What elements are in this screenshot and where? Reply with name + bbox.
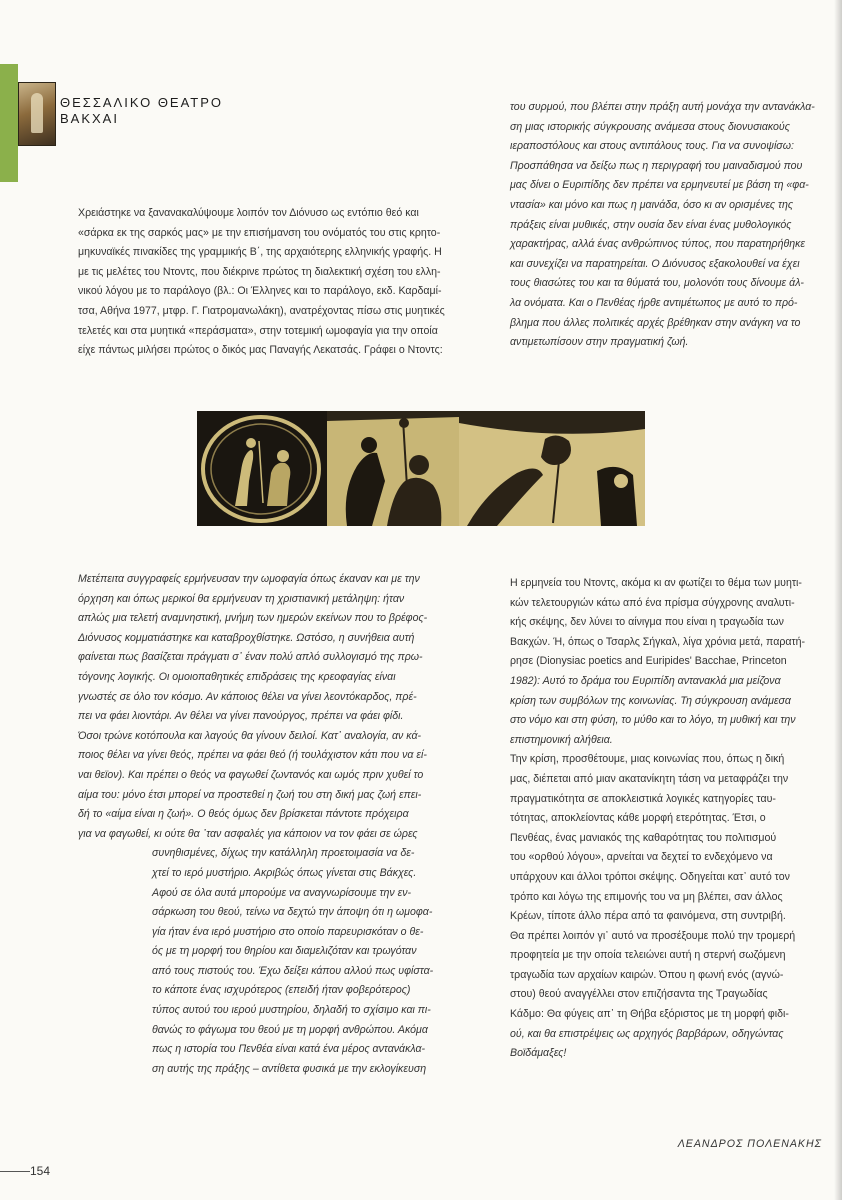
text-line: λα ονόματα. Και ο Πενθέας ήρθε αντιμέτωπος με αυτό το πρό-: [510, 296, 798, 309]
text-line: το κάποτε ένας ισχυρότερος (επειδή ήταν φοβερότερος): [152, 984, 411, 997]
page-number: 154: [30, 1164, 51, 1178]
text-line: τρόπο και λόγω της επιμονής του να μη βλέπει, σαν άλλος: [510, 890, 783, 903]
text-line: δή το «αίμα είναι η ζωή». Ο θεός όμως δεν βρίσκεται πάντοτε πρόχειρα: [78, 808, 409, 821]
text-line: ναι θεϊον). Και πρέπει ο θεός να φαγωθεί ζωντανός και ωμός πριν χυθεί το: [78, 768, 424, 781]
header-subtitle: ΒΑΚΧΑΙ: [60, 111, 119, 126]
text-line: σάρκωση του θεού, τείνω να δεχτώ την άποψη ότι η ωμοφα-: [152, 906, 433, 919]
text-line: Βακχών. Ή, όπως ο Τσαρλς Σήγκαλ, λίγα χρόνια μετά, παρατή-: [510, 635, 806, 648]
text-line: του συρμού, που βλέπει στην πράξη αυτή μονάχα την αντανάκλα-: [510, 101, 815, 113]
text-line: ός με τη μορφή του θηρίου και διαμελιζόταν και τρωγόταν: [152, 945, 417, 958]
left-top-column: [78, 204, 454, 361]
text-line: φαίνεται πως βασίζεται πράγματι σ᾽ έναν πολύ απλό συλλογισμό της πρω-: [78, 651, 423, 664]
text-line: ση αυτής της πράξης – αντίθετα φυσικά με την εκλογίκευση: [152, 1062, 427, 1075]
text-line: με τις μελέτες του Ντοντς, που διέκρινε πρώτος τη διαλεκτική σχέση του ελλη-: [78, 265, 441, 278]
text-line: Προσπάθησα να δείξω πως η περιγραφή του μαιναδισμού που: [510, 159, 803, 172]
text-line: γία ήταν ένα ιερό μυστήριο στο οποίο παρευρισκόταν ο θε-: [152, 925, 424, 938]
text-line: ού, και θα επιστρέψεις ως αρχηγός βαρβάρων, οδηγώντας: [510, 1027, 784, 1040]
text-line: μηκυναϊκές πινακίδες της γραμμικής Β΄, της αρχαιότερης ελληνικής γραφής. Η: [78, 246, 442, 259]
text-line: κής σκέψης, δεν λύνει το αίνιγμα που είναι η τραγωδία των: [510, 616, 784, 629]
text-line: κών τελετουργιών κάτω από ένα πρίσμα σύγχρονης αναλυτι-: [510, 596, 795, 609]
text-line: θανώς το φάγωμα του θεού με τη μορφή ανθρώπου. Ακόμα: [152, 1023, 428, 1036]
text-line: επιστημονική αλήθεια.: [510, 733, 613, 746]
text-line: ση μιας ιστορικής σύγκρουσης ανάμεσα στους διονυσιακούς: [510, 120, 790, 133]
text-line: κρίση των συμβόλων της κοινωνίας. Τη σύγκρουση ανάμεσα: [510, 694, 791, 707]
text-line: πραγματικότητα σε αποκλειστικά λογικές κατηγορίες ταυ-: [510, 792, 776, 805]
text-line: χτεί το ιερό μυστήριο. Ακριβώς όπως γίνεται στις Βάκχες.: [152, 866, 417, 879]
text-line: ιεραποστόλους και στους αντιπάλους τους. Για να συνοψίσω:: [510, 140, 794, 153]
text-line: «σάρκα εκ της σαρκός μας» με την επισήμανση του ονόματός του στις κρητο-: [78, 226, 441, 239]
text-line: γνωστές σε όλο τον κόσμο. Αν κάποιος θέλει να γίνει λεοντόκαρδος, πρέ-: [78, 690, 417, 703]
text-line: συνηθισμένες, δίχως την κατάλληλη προετοιμασία να δε-: [152, 847, 415, 860]
text-line: ντασία» και μόνο και πως η μαινάδα, όσο κι αν ορισμένες της: [510, 198, 793, 211]
text-line: τσα, Αθήνα 1977, μτφρ. Γ. Γιατρομανωλάκη), ανατρέχοντας πίσω στις μυητικές: [78, 304, 445, 317]
text-line: υπάρχουν και άλλοι τρόποι σκέψης. Οδηγείται κατ᾽ αυτό τον: [510, 870, 790, 883]
text-line: Διόνυσος κομματιάστηκε και καταβροχθίστηκε. Ωστόσο, η συνήθεια αυτή: [78, 631, 415, 644]
text-line: Κρέων, τίποτε άλλο πέρα από τα φαινόμενα, στη συντριβή.: [510, 910, 786, 923]
text-line: πράξεις είναι μυθικές, στην ουσία δεν είναι ένας μυθολογικός: [510, 218, 792, 231]
header-title: ΘΕΣΣΑΛΙΚΟ ΘΕΑΤΡΟ: [60, 95, 224, 110]
text-line: Κάδμο: Θα φύγεις απ᾽ τη Θήβα εξόριστος με τη μορφή φιδι-: [510, 1008, 789, 1021]
vase-painting-image: [197, 411, 645, 526]
text-line: αίμα του: μόνο έτσι μπορεί να προστεθεί η ζωή του στη δική μας ζωή επει-: [78, 788, 422, 801]
text-line: τύπος αυτού του ιερού μυστηρίου, δηλαδή το σχίσιμο και πι-: [152, 1004, 431, 1017]
text-line: στο νόμο και στη φύση, το μύθο και το λόγο, τη μυθική και την: [510, 714, 796, 727]
text-line: χαρακτήρας, αλλά ένας ανθρώπινος τύπος, που παρατηρήθηκε: [510, 238, 806, 251]
text-line: προφητεία με την οποία τελειώνει αυτή η στερνή σωζόμενη: [510, 949, 786, 962]
text-line: μας δίνει ο Ευριπίδης δεν πρέπει να ερμηνευτεί με βάση τη «φα-: [510, 179, 809, 192]
text-line: και συνεχίζει να παρατηρείται. Ο Διόνυσος εξακολουθεί να έχει: [510, 257, 800, 270]
vase-painting-illustration: [197, 411, 645, 526]
left-bottom-column: [78, 570, 456, 1079]
text-line: βλημα που άλλες πολιτικές αρχές βρέθηκαν στην ανάγκη να το: [510, 316, 801, 329]
text-line: μας, διέπεται από μιαν ακατανίκητη τάση να μεταφράζει την: [510, 772, 789, 785]
header-thumbnail-image: [18, 82, 56, 146]
text-line: Βοϊδάμαξες!: [510, 1047, 567, 1060]
text-line: από τους πιστούς του. Έχω δείξει κάπου αλλού πως υφίστα-: [152, 964, 434, 977]
text-line: είχε πάντως μιλήσει πρώτος ο δικός μας Παναγής Λεκατσάς. Γράφει ο Ντοντς:: [78, 344, 443, 357]
text-line: τελετές και στα μυητικά «περάσματα», στην τοτεμική ωμοφαγία για την οποία: [78, 324, 438, 337]
page-gutter-shadow: [834, 0, 842, 1200]
text-line: 1982): Αυτό το δράμα του Ευριπίδη αντανακλά μια μείζονα: [510, 674, 781, 687]
text-line: Την κρίση, προσθέτουμε, μιας κοινωνίας που, όπως η δική: [510, 753, 785, 766]
section-header: [60, 95, 223, 127]
text-line: ρησε (Dionysiac poetics and Euripides' Bacchae, Princeton: [510, 655, 787, 668]
text-line: για να φαγωθεί, κι ούτε θα ᾽ταν ασφαλές για κάποιον να τον φάει σε ώρες: [78, 827, 418, 840]
text-line: τους θιασώτες του και τα θύματά του, μολονότι τους δίνουμε άλ-: [510, 277, 804, 290]
text-line: Η ερμηνεία του Ντοντς, ακόμα κι αν φωτίζει το θέμα των μυητι-: [510, 577, 802, 589]
text-line: νικού λόγου με το παράλογο (βλ.: Οι Έλληνες και το παράλογο, εκδ. Καρδαμί-: [78, 285, 442, 298]
author-signature: ΛΕΑΝΔΡΟΣ ΠΟΛΕΝΑΚΗΣ: [677, 1138, 822, 1150]
text-line: ποιος θέλει να γίνει θεός, πρέπει να φάει θεό (ή τουλάχιστον κάτι που να εί-: [78, 749, 427, 762]
right-top-column: [510, 98, 822, 353]
page-number-rule: [0, 1171, 30, 1172]
text-line: Αφού σε όλα αυτά μπορούμε να αναγνωρίσουμε την εν-: [152, 886, 412, 899]
text-line: τότητας, αποκλείοντας κάθε μορφή ετερότητας. Έτσι, ο: [510, 812, 766, 825]
text-line: του «ορθού λόγου», αρνείται να δεχτεί το ενδεχόμενο να: [510, 851, 773, 864]
text-line: απλώς μια τελετή αναμνηστική, μνήμη των ημερών εκείνων που το βρέφος-: [78, 612, 428, 625]
text-line: Μετέπειτα συγγραφείς ερμήνευσαν την ωμοφαγία όπως έκαναν και με την: [78, 573, 420, 585]
text-line: πως η ιστορία του Πενθέα είναι κατά ένα μέρος αντανάκλα-: [152, 1043, 426, 1056]
text-line: τραγωδία των αρχαίων καιρών. Όπου η φωνή ενός (αγνώ-: [510, 968, 784, 981]
right-bottom-column: [510, 574, 822, 1064]
text-line: όρχηση και όπως μερικοί θα ερμήνευαν τη χριστιανική μετάληψη: ήταν: [78, 592, 405, 605]
text-line: πει να φάει λιοντάρι. Αν θέλει να γίνει πανούργος, πρέπει να φάει φίδι.: [78, 710, 404, 723]
text-line: Χρειάστηκε να ξανανακαλύψουμε λοιπόν τον Διόνυσο ως εντόπιο θεό και: [78, 207, 419, 219]
text-line: αντιμετωπίσουν στην πραγματική ζωή.: [510, 336, 689, 349]
text-line: Όσοι τρώνε κοτόπουλα και λαγούς θα γίνουν δειλοί. Κατ᾽ αναλογία, αν κά-: [78, 729, 422, 742]
text-line: τόγονης λογικής. Οι ομοιοπαθητικές επιδράσεις της κρεοφαγίας είναι: [78, 670, 396, 683]
text-line: Θα πρέπει λοιπόν γι᾽ αυτό να προσέξουμε πολύ την τρομερή: [510, 929, 796, 942]
text-line: στου) θεού αναγγέλλει στον επιζήσαντα της Τραγωδίας: [510, 988, 768, 1001]
section-color-tab: [0, 64, 18, 182]
text-line: Πενθέας, ένας μανιακός της καθαρότητας του πολιτισμού: [510, 831, 777, 844]
